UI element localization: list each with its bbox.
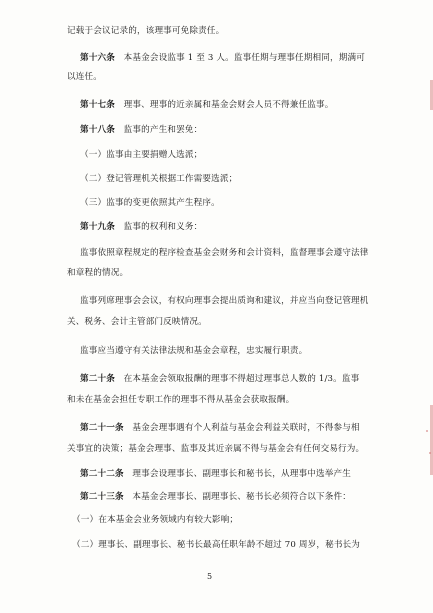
article-22-line: 第二十二条 理事会设理事长、副理事长和秘书长，从理事中选举产生	[80, 469, 351, 479]
line-7: （二）登记管理机关根据工作需要选派；	[80, 174, 238, 184]
article-18-line: 第十八条 监事的产生和罢免：	[80, 125, 203, 135]
article-16-line: 第十六条 本基金会设监事 1 至 3 人。监事任期与理事任期相同，期满可	[80, 53, 365, 63]
scan-speck	[429, 452, 431, 454]
line-21: （一）在本基金会业务领域内有较大影响；	[72, 515, 239, 525]
article-19-line: 第十九条 监事的权利和义务：	[80, 222, 203, 232]
line-1: 记载于会议记录的，该理事可免除责任。	[67, 26, 225, 36]
article-label: 第二十一条	[80, 423, 124, 433]
article-17-line: 第十七条 理事、理事的近亲属和基金会财会人员不得兼任监事。	[80, 100, 334, 110]
article-label: 第十七条	[80, 100, 115, 110]
article-label: 第十九条	[80, 222, 115, 232]
line-6: （一）监事由主要捐赠人选派；	[80, 150, 203, 160]
page-number: 5	[207, 572, 213, 581]
line-13: 关、税务、会计主管部门反映情况。	[67, 317, 207, 327]
line-14: 监事应当遵守有关法律法规和基金会章程，忠实履行职责。	[80, 346, 308, 356]
article-23-line: 第二十三条 本基金会理事长、副理事长、秘书长必须符合以下条件：	[80, 492, 351, 502]
line-12: 监事列席理事会会议，有权向理事会提出质询和建议，并应当向登记管理机	[80, 296, 369, 306]
line-8: （三）监事的变更依照其产生程序。	[80, 198, 220, 208]
article-20-line: 第二十条 在本基金会领取报酬的理事不得超过理事总人数的 1/3。监事	[80, 374, 360, 384]
article-label: 第二十条	[80, 374, 115, 384]
line-3: 以连任。	[67, 72, 102, 82]
scan-speck	[426, 430, 428, 432]
article-label: 第十六条	[80, 53, 115, 63]
line-16: 和未在基金会担任专职工作的理事不得从基金会获取报酬。	[67, 395, 295, 405]
line-18: 关事宜的决策；基金会理事、监事及其近亲属不得与基金会有任何交易行为。	[67, 444, 365, 454]
line-11: 和章程的情况。	[67, 268, 129, 278]
line-22: （二）理事长、副理事长、秘书长最高任职年龄不超过 70 周岁，秘书长为	[72, 540, 361, 550]
article-21-line: 第二十一条 基金会理事遇有个人利益与基金会利益关联时，不得参与相	[80, 423, 360, 433]
article-label: 第十八条	[80, 125, 115, 135]
article-label: 第二十二条	[80, 469, 124, 479]
line-10: 监事依照章程规定的程序检查基金会财务和会计资料，监督理事会遵守法律	[80, 248, 369, 258]
article-label: 第二十三条	[80, 492, 124, 502]
